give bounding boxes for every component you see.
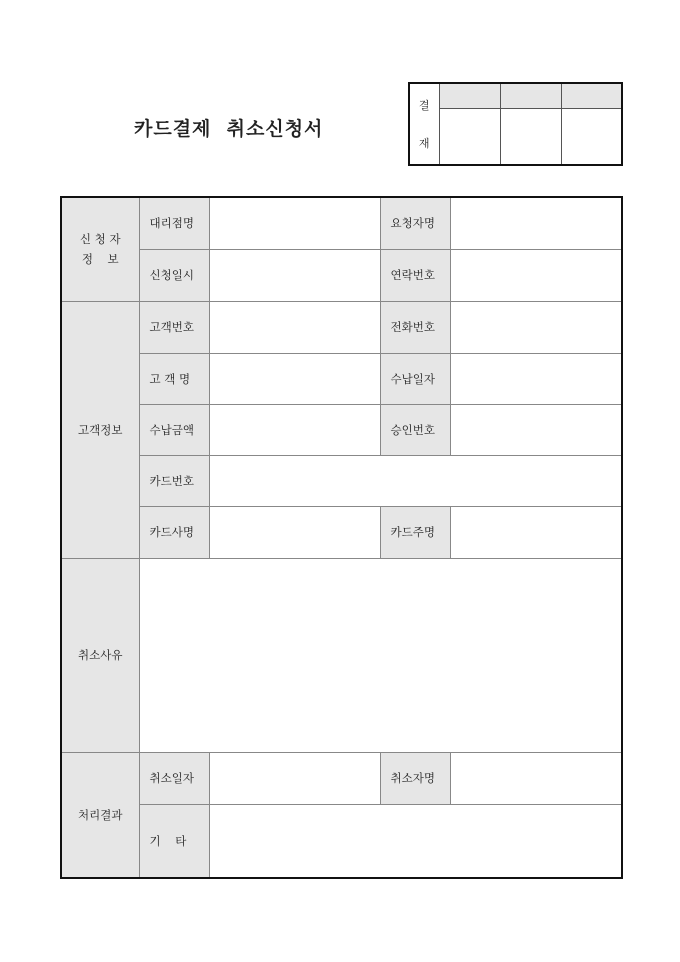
- payment-amount-label: 수납금액: [139, 404, 209, 455]
- customer-number-label: 고객번호: [139, 301, 209, 353]
- approval-header-cell: [561, 83, 622, 108]
- approval-box: [408, 82, 623, 166]
- cancel-date-field[interactable]: [209, 752, 380, 804]
- card-number-label: 카드번호: [139, 455, 209, 506]
- application-form-table: [60, 196, 623, 879]
- payment-amount-field[interactable]: [209, 404, 380, 455]
- approval-sign-cell[interactable]: [500, 108, 561, 165]
- document-title: 카드결제 취소신청서: [134, 118, 324, 140]
- requester-name-label: 요청자명: [380, 197, 450, 249]
- approval-number-field[interactable]: [450, 404, 622, 455]
- approval-label-bottom: 재: [418, 137, 430, 150]
- approval-sign-cell[interactable]: [561, 108, 622, 165]
- section-applicant-line1: 신 청 자: [79, 232, 121, 247]
- phone-number-field[interactable]: [450, 301, 622, 353]
- payment-date-field[interactable]: [450, 353, 622, 404]
- card-number-field[interactable]: [209, 455, 622, 506]
- other-label: 기 타: [139, 804, 209, 878]
- section-cancel-reason: 취소사유: [61, 558, 139, 752]
- approval-header-cell: [439, 83, 500, 108]
- requester-name-field[interactable]: [450, 197, 622, 249]
- phone-number-label: 전화번호: [380, 301, 450, 353]
- section-processing-result: 처리결과: [61, 752, 139, 878]
- request-datetime-label: 신청일시: [139, 249, 209, 301]
- section-applicant-info: [61, 197, 139, 301]
- cancel-reason-field[interactable]: [139, 558, 622, 752]
- request-datetime-field[interactable]: [209, 249, 380, 301]
- card-holder-label: 카드주명: [380, 506, 450, 558]
- section-customer-info: 고객정보: [61, 301, 139, 558]
- approval-header-cell: [500, 83, 561, 108]
- canceler-name-field[interactable]: [450, 752, 622, 804]
- card-company-field[interactable]: [209, 506, 380, 558]
- branch-name-field[interactable]: [209, 197, 380, 249]
- branch-name-label: 대리점명: [139, 197, 209, 249]
- card-company-label: 카드사명: [139, 506, 209, 558]
- customer-name-label: 고 객 명: [139, 353, 209, 404]
- section-applicant-line2: 정 보: [81, 252, 119, 267]
- contact-number-label: 연락번호: [380, 249, 450, 301]
- approval-number-label: 승인번호: [380, 404, 450, 455]
- payment-date-label: 수납일자: [380, 353, 450, 404]
- other-field[interactable]: [209, 804, 622, 878]
- contact-number-field[interactable]: [450, 249, 622, 301]
- approval-label-top: 결: [418, 99, 430, 112]
- card-holder-field[interactable]: [450, 506, 622, 558]
- cancel-date-label: 취소일자: [139, 752, 209, 804]
- canceler-name-label: 취소자명: [380, 752, 450, 804]
- approval-sign-cell[interactable]: [439, 108, 500, 165]
- approval-label: [409, 83, 439, 165]
- customer-name-field[interactable]: [209, 353, 380, 404]
- customer-number-field[interactable]: [209, 301, 380, 353]
